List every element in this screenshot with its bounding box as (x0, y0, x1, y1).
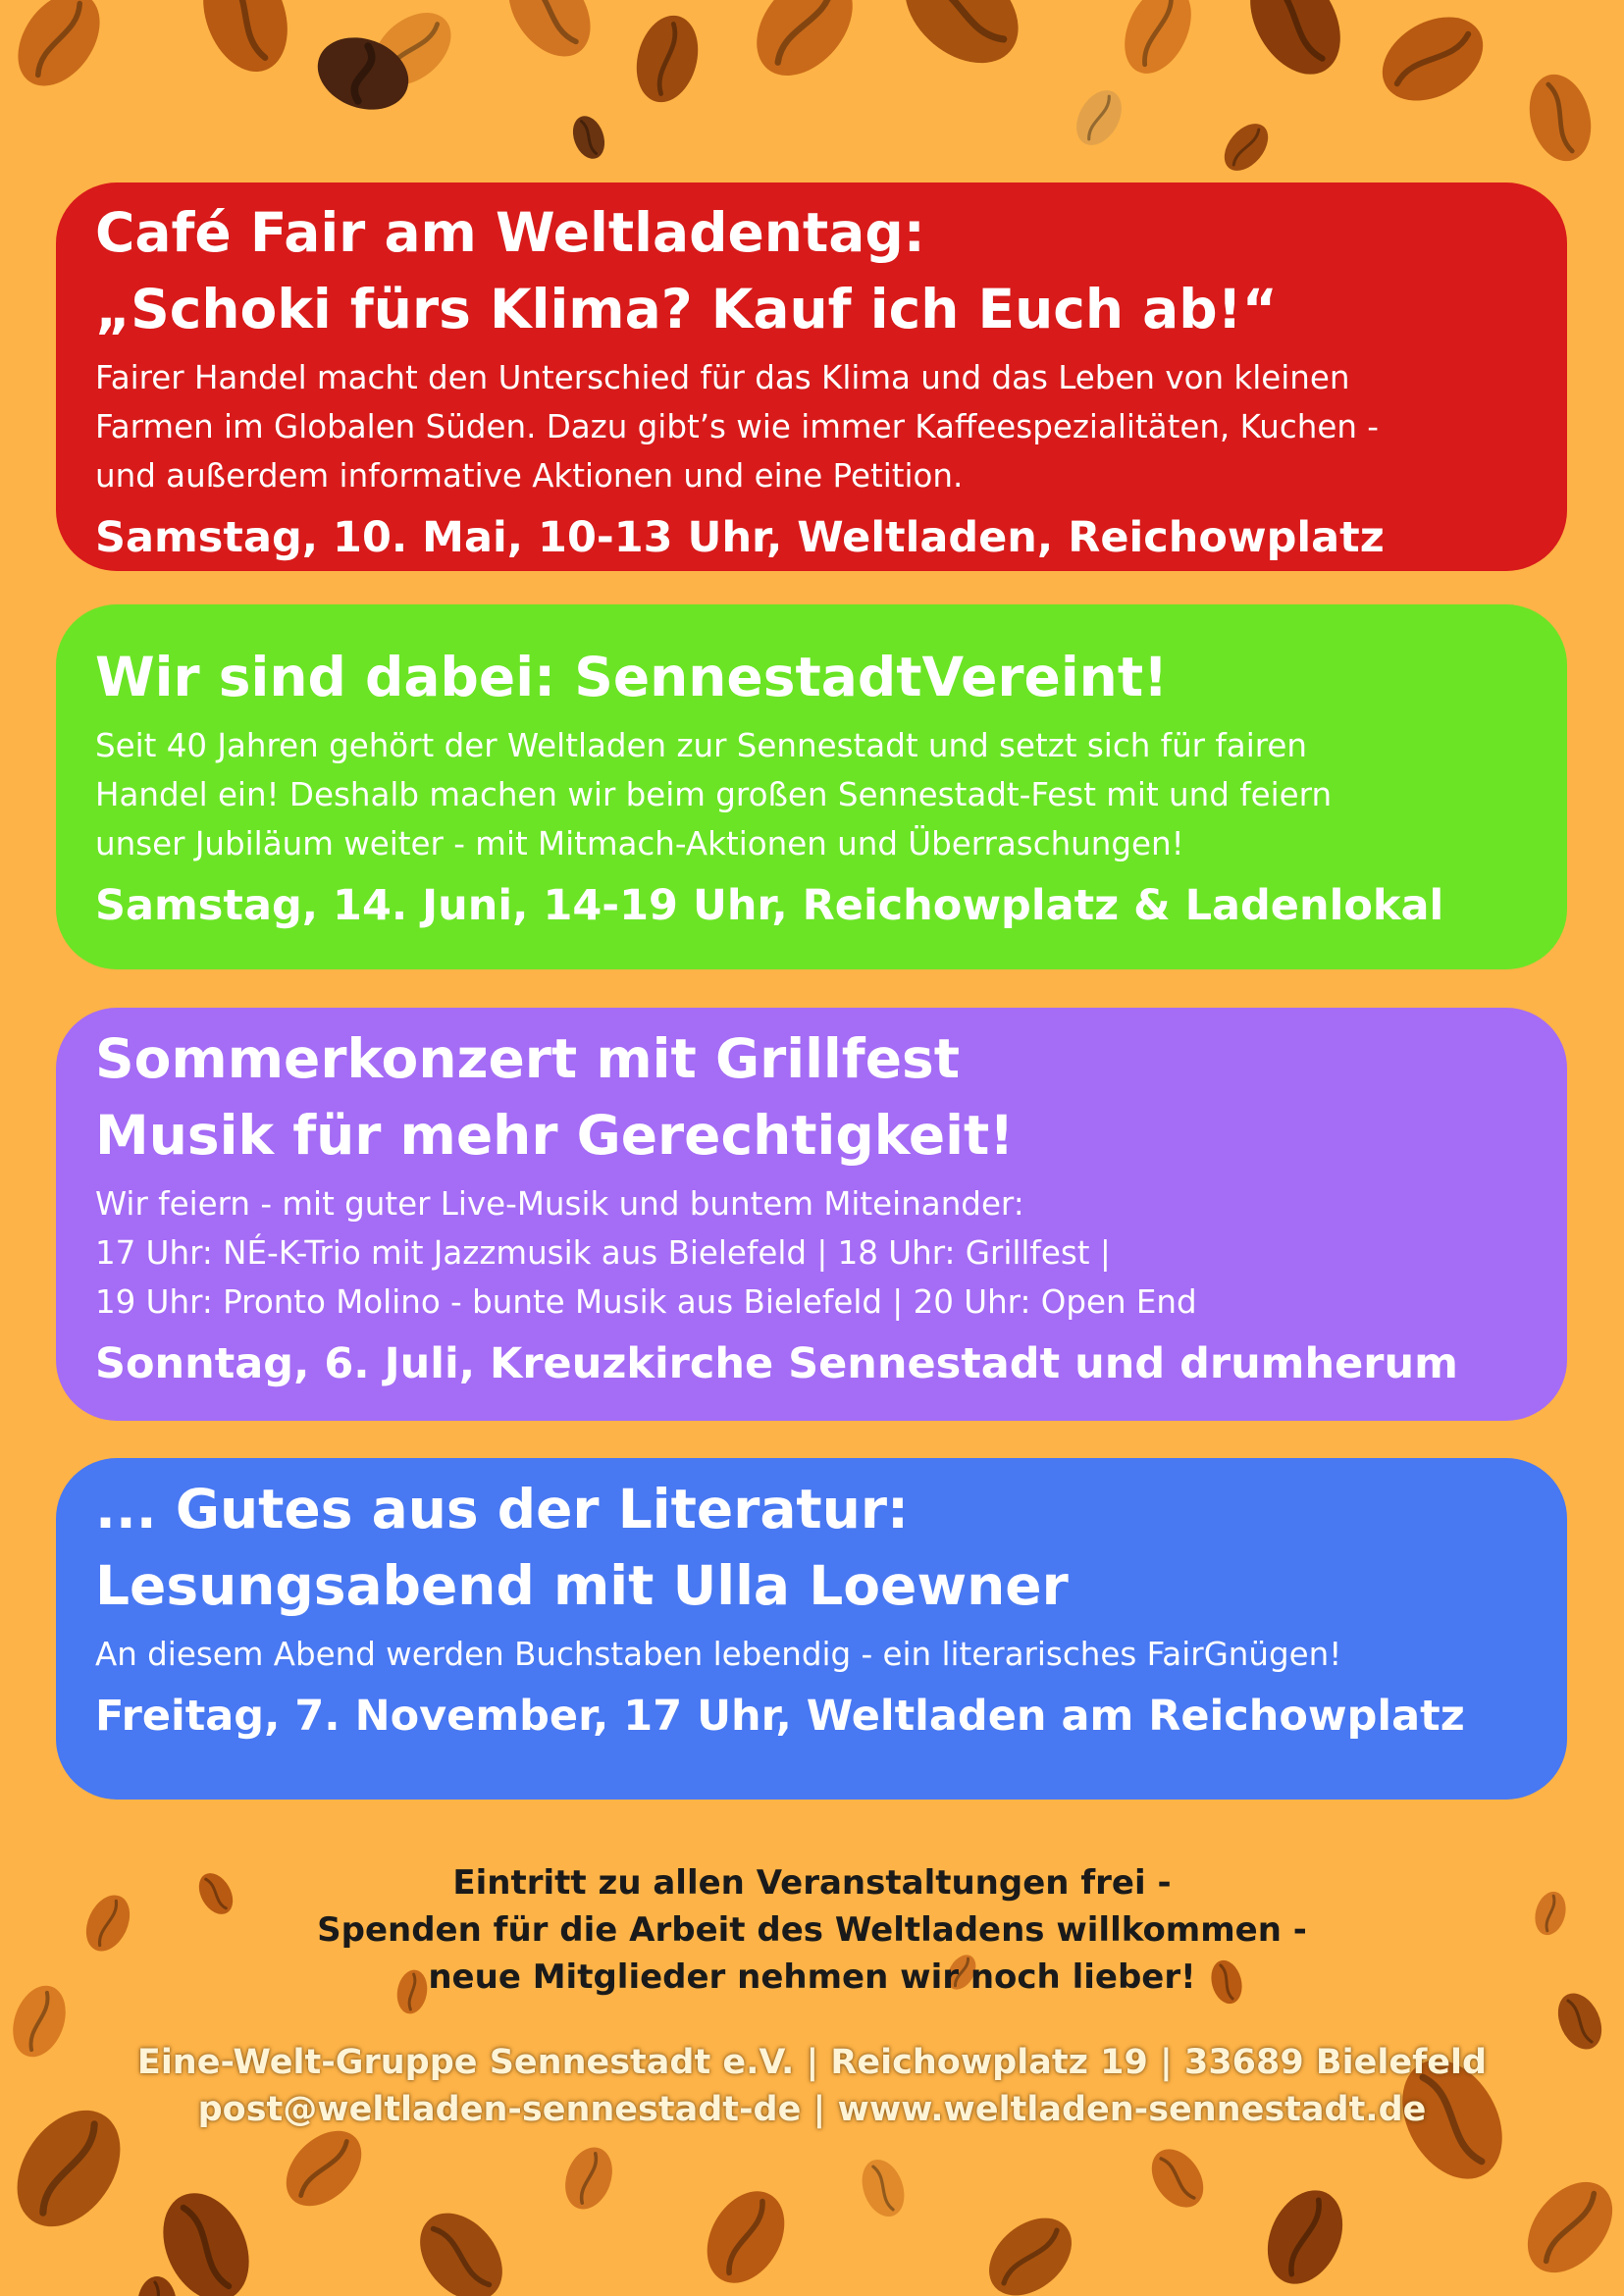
event-title (95, 1471, 1528, 1624)
admission-note-line: Spenden für die Arbeit des Weltladens willkommen - (317, 1910, 1307, 1950)
coffee-bean-icon (188, 0, 302, 83)
coffee-bean-icon (974, 2203, 1087, 2296)
coffee-bean-icon (146, 2179, 265, 2296)
coffee-bean-icon (737, 0, 871, 94)
event-title-line: Lesungsabend mit Ulla Loewner (95, 1554, 1069, 1617)
coffee-bean-icon (1510, 2166, 1624, 2288)
admission-note (0, 1859, 1624, 2001)
event-description-line: 17 Uhr: NÉ-K-Trio mit Jazzmusik aus Bielefeld | 18 Uhr: Grillfest | (95, 1234, 1111, 1272)
event-title-line: Wir sind dabei: SennestadtVereint! (95, 646, 1169, 708)
event-title-line: „Schoki fürs Klima? Kauf ich Euch ab!“ (95, 278, 1278, 340)
coffee-bean-icon (567, 112, 610, 164)
event-title-line: Musik für mehr Gerechtigkeit! (95, 1104, 1015, 1167)
coffee-bean-icon (1112, 0, 1205, 84)
event-description-line: Fairer Handel macht den Unterschied für das Klima und das Leben von kleinen (95, 359, 1350, 396)
event-description (95, 1179, 1528, 1327)
event-card-lesungsabend (56, 1458, 1567, 1800)
coffee-bean-icon (1368, 0, 1498, 118)
coffee-bean-icon (627, 9, 707, 109)
coffee-bean-icon (1216, 116, 1277, 180)
coffee-bean-icon (557, 2141, 621, 2216)
event-title-line: ... Gutes aus der Literatur: (95, 1478, 910, 1540)
coffee-bean-icon (137, 2276, 177, 2296)
event-description (95, 353, 1528, 500)
event-description-line: 19 Uhr: Pronto Molino - bunte Musik aus Bielefeld | 20 Uhr: Open End (95, 1283, 1197, 1321)
event-title (95, 194, 1528, 347)
coffee-bean-icon (692, 2177, 801, 2296)
event-description (95, 721, 1528, 868)
event-description-line: Farmen im Globalen Süden. Dazu gibt’s wie immer Kaffeespezialitäten, Kuchen - (95, 408, 1379, 445)
event-card-sennestadt-vereint (56, 604, 1567, 969)
event-description-line: Seit 40 Jahren gehört der Weltladen zur Sennestadt und setzt sich für fairen (95, 727, 1307, 764)
coffee-bean-icon (1231, 0, 1358, 90)
contact-address: Eine-Welt-Gruppe Sennestadt e.V. | Reichowplatz 19 | 33689 Bielefeld (136, 2043, 1488, 2082)
event-title-line: Café Fair am Weltladentag: (95, 201, 925, 264)
coffee-bean-icon (884, 0, 1038, 84)
contact-web[interactable]: post@weltladen-sennestadt-de | www.weltladen-sennestadt.de (197, 2090, 1427, 2129)
event-card-weltladentag (56, 183, 1567, 571)
event-description-line: unser Jubiläum weiter - mit Mitmach-Aktionen und Überraschungen! (95, 825, 1184, 862)
contact-info (0, 2039, 1624, 2133)
event-description-line: Wir feiern - mit guter Live-Musik und buntem Miteinander: (95, 1185, 1024, 1223)
coffee-bean-icon (1253, 2178, 1357, 2296)
event-date-location: Sonntag, 6. Juli, Kreuzkirche Sennestadt und drumherum (95, 1339, 1458, 1388)
event-date-location: Samstag, 10. Mai, 10-13 Uhr, Weltladen, Reichowplatz (95, 513, 1385, 562)
event-title (95, 1020, 1528, 1174)
event-card-sommerkonzert (56, 1008, 1567, 1421)
event-title (95, 639, 1528, 715)
event-description-line: und außerdem informative Aktionen und eine Petition. (95, 457, 964, 495)
event-date-location: Samstag, 14. Juni, 14-19 Uhr, Reichowplatz & Ladenlokal (95, 881, 1444, 930)
coffee-bean-icon (855, 2154, 912, 2222)
coffee-bean-icon (403, 2197, 519, 2296)
event-title-line: Sommerkonzert mit Grillfest (95, 1027, 961, 1090)
admission-note-line: Eintritt zu allen Veranstaltungen frei - (452, 1863, 1172, 1903)
coffee-bean-icon (492, 0, 607, 72)
event-description-line: An diesem Abend werden Buchstaben lebendig - ein literarisches FairGnügen! (95, 1636, 1342, 1673)
coffee-bean-icon (1141, 2139, 1214, 2217)
event-date-location: Freitag, 7. November, 17 Uhr, Weltladen am Reichowplatz (95, 1692, 1465, 1741)
event-description-line: Handel ein! Deshalb machen wir beim großen Sennestadt-Fest mit und feiern (95, 776, 1333, 813)
event-description (95, 1630, 1528, 1679)
coffee-bean-icon (1520, 68, 1599, 168)
coffee-bean-icon (1068, 82, 1131, 153)
coffee-bean-icon (1, 0, 117, 101)
admission-note-line: neue Mitglieder nehmen wir noch lieber! (428, 1957, 1196, 1997)
